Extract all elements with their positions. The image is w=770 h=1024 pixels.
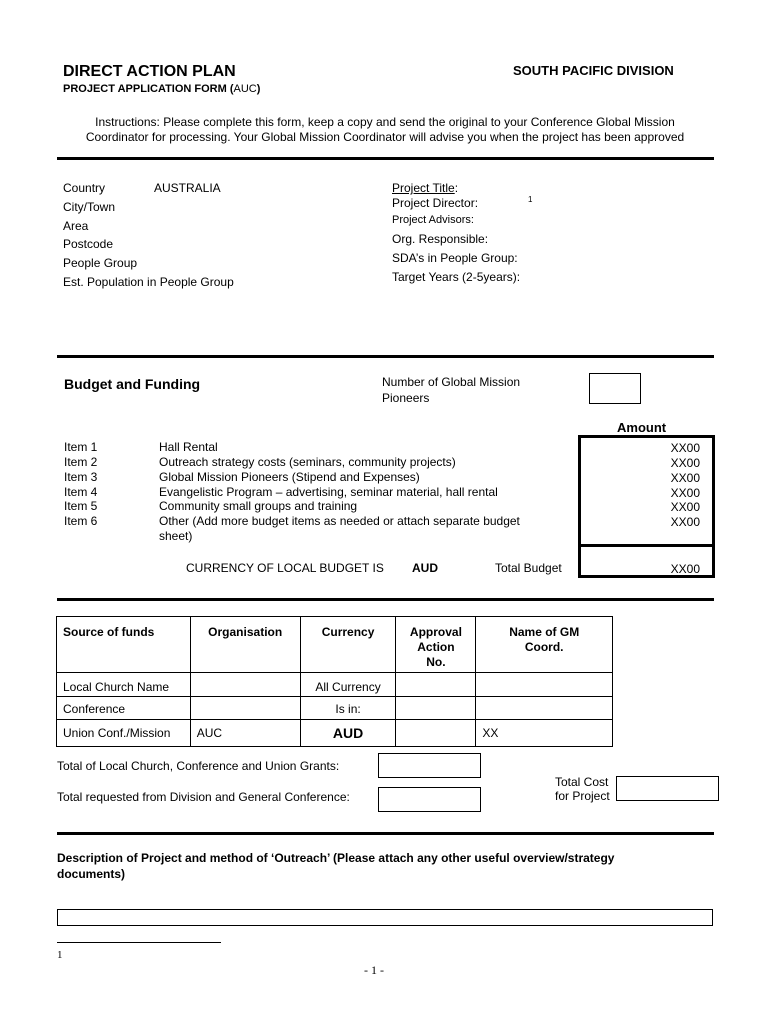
project-advisors-label: Project Advisors: bbox=[392, 214, 474, 226]
header-gm-coord bbox=[476, 617, 613, 673]
requested-total-label: Total requested from Division and General Conference: bbox=[57, 790, 350, 804]
cell-currency: AUD bbox=[300, 720, 396, 747]
cell-org[interactable] bbox=[190, 673, 300, 697]
subtitle-text: PROJECT APPLICATION FORM ( bbox=[63, 83, 234, 95]
subtitle-close: ) bbox=[256, 83, 261, 95]
funds-table bbox=[56, 616, 613, 747]
divider bbox=[57, 355, 714, 358]
currency-label: CURRENCY OF LOCAL BUDGET IS bbox=[186, 561, 384, 575]
requested-total-input[interactable] bbox=[378, 787, 481, 812]
pioneers-input[interactable] bbox=[589, 373, 641, 404]
budget-amount[interactable]: XX00 bbox=[670, 515, 700, 529]
header-gm-1: Name of GM bbox=[509, 625, 580, 639]
divider bbox=[57, 157, 714, 160]
budget-amount[interactable]: XX00 bbox=[670, 471, 700, 485]
description-label-1: Description of Project and method of ‘Outreach’ (Please attach any other useful overview/strategy bbox=[57, 851, 615, 865]
currency-value: AUD bbox=[412, 561, 438, 575]
page-title: DIRECT ACTION PLAN bbox=[63, 63, 236, 80]
instructions-line-2: Coordinator for processing. Your Global Mission Coordinator will advise you when the project has been approved bbox=[85, 130, 685, 144]
cell-approval[interactable] bbox=[396, 720, 476, 747]
table-row bbox=[57, 720, 613, 747]
area-label: Area bbox=[63, 219, 89, 233]
header-approval-3: No. bbox=[426, 655, 446, 669]
form-subtitle bbox=[63, 83, 260, 95]
footnote-ref: 1 bbox=[528, 195, 533, 204]
cell-approval[interactable] bbox=[396, 697, 476, 720]
budget-amount[interactable]: XX00 bbox=[670, 456, 700, 470]
cell-gm[interactable] bbox=[476, 697, 613, 720]
header-gm-2: Coord. bbox=[524, 640, 564, 654]
grants-total-label: Total of Local Church, Conference and Union Grants: bbox=[57, 759, 340, 773]
page-number: - 1 - bbox=[364, 963, 384, 977]
budget-item-desc-cont: sheet) bbox=[159, 529, 193, 543]
total-cost-label-2: for Project bbox=[555, 789, 610, 803]
table-header-row bbox=[57, 617, 613, 673]
divider bbox=[57, 598, 714, 601]
people-group-label: People Group bbox=[63, 256, 138, 270]
project-title-label bbox=[392, 181, 458, 195]
cell-source: Local Church Name bbox=[57, 673, 191, 697]
cell-currency: Is in: bbox=[300, 697, 396, 720]
description-input[interactable] bbox=[57, 909, 713, 926]
cell-gm[interactable] bbox=[476, 673, 613, 697]
cell-org[interactable]: AUC bbox=[190, 720, 300, 747]
subtitle-code: AUC bbox=[233, 83, 257, 95]
budget-item-label: Item 2 bbox=[64, 455, 98, 469]
budget-amount[interactable]: XX00 bbox=[670, 486, 700, 500]
project-title-text: Project Title bbox=[392, 181, 455, 195]
total-cost-label-1: Total Cost bbox=[555, 775, 609, 789]
cell-org[interactable] bbox=[190, 697, 300, 720]
project-director-label: Project Director: bbox=[392, 196, 479, 210]
division-name: SOUTH PACIFIC DIVISION bbox=[513, 63, 674, 78]
header-organisation: Organisation bbox=[190, 617, 300, 673]
postcode-label: Postcode bbox=[63, 237, 114, 251]
description-label-2: documents) bbox=[57, 867, 126, 881]
budget-heading: Budget and Funding bbox=[64, 376, 201, 392]
footnote-number: 1 bbox=[57, 949, 63, 961]
header-approval-2: Action bbox=[417, 640, 455, 654]
budget-item-label: Item 6 bbox=[64, 514, 98, 528]
budget-item-label: Item 3 bbox=[64, 470, 98, 484]
sda-label: SDA’s in People Group: bbox=[392, 251, 518, 265]
budget-item-label: Item 5 bbox=[64, 499, 98, 513]
divider bbox=[57, 832, 714, 835]
total-cost-input[interactable] bbox=[616, 776, 719, 801]
budget-item-desc: Evangelistic Program – advertising, seminar material, hall rental bbox=[159, 485, 498, 499]
country-label: Country bbox=[63, 181, 106, 195]
grants-total-input[interactable] bbox=[378, 753, 481, 778]
total-budget-label: Total Budget bbox=[495, 561, 562, 575]
total-budget-value[interactable]: XX00 bbox=[670, 562, 700, 576]
pioneers-label-1: Number of Global Mission bbox=[382, 375, 521, 389]
budget-item-desc: Hall Rental bbox=[159, 440, 218, 454]
cell-approval[interactable] bbox=[396, 673, 476, 697]
target-years-label: Target Years (2-5years): bbox=[392, 270, 521, 284]
cell-source: Union Conf./Mission bbox=[57, 720, 191, 747]
table-row bbox=[57, 673, 613, 697]
budget-amount[interactable]: XX00 bbox=[670, 500, 700, 514]
header-currency: Currency bbox=[300, 617, 396, 673]
header-source: Source of funds bbox=[57, 617, 191, 673]
table-row bbox=[57, 697, 613, 720]
cell-currency: All Currency bbox=[300, 673, 396, 697]
header-approval bbox=[396, 617, 476, 673]
budget-item-desc: Global Mission Pioneers (Stipend and Expenses) bbox=[159, 470, 420, 484]
pioneers-label-2: Pioneers bbox=[382, 391, 430, 405]
amount-header: Amount bbox=[617, 420, 667, 435]
budget-item-desc: Community small groups and training bbox=[159, 499, 358, 513]
project-title-colon: : bbox=[454, 181, 459, 195]
budget-item-desc: Other (Add more budget items as needed or attach separate budget bbox=[159, 514, 520, 528]
org-responsible-label: Org. Responsible: bbox=[392, 232, 489, 246]
budget-item-label: Item 4 bbox=[64, 485, 98, 499]
country-value[interactable]: AUSTRALIA bbox=[154, 181, 221, 195]
cell-source: Conference bbox=[57, 697, 191, 720]
instructions-line-1: Instructions: Please complete this form, keep a copy and send the original to your Conference Global Mission bbox=[95, 115, 675, 129]
population-label: Est. Population in People Group bbox=[63, 275, 234, 289]
header-approval-1: Approval bbox=[409, 625, 462, 639]
budget-amount[interactable]: XX00 bbox=[670, 441, 700, 455]
budget-item-desc: Outreach strategy costs (seminars, community projects) bbox=[159, 455, 456, 469]
amount-box bbox=[578, 435, 715, 578]
amount-separator bbox=[581, 544, 712, 547]
footnote-divider bbox=[57, 942, 221, 943]
city-label: City/Town bbox=[63, 200, 116, 214]
cell-gm[interactable]: XX bbox=[476, 720, 613, 747]
budget-item-label: Item 1 bbox=[64, 440, 98, 454]
